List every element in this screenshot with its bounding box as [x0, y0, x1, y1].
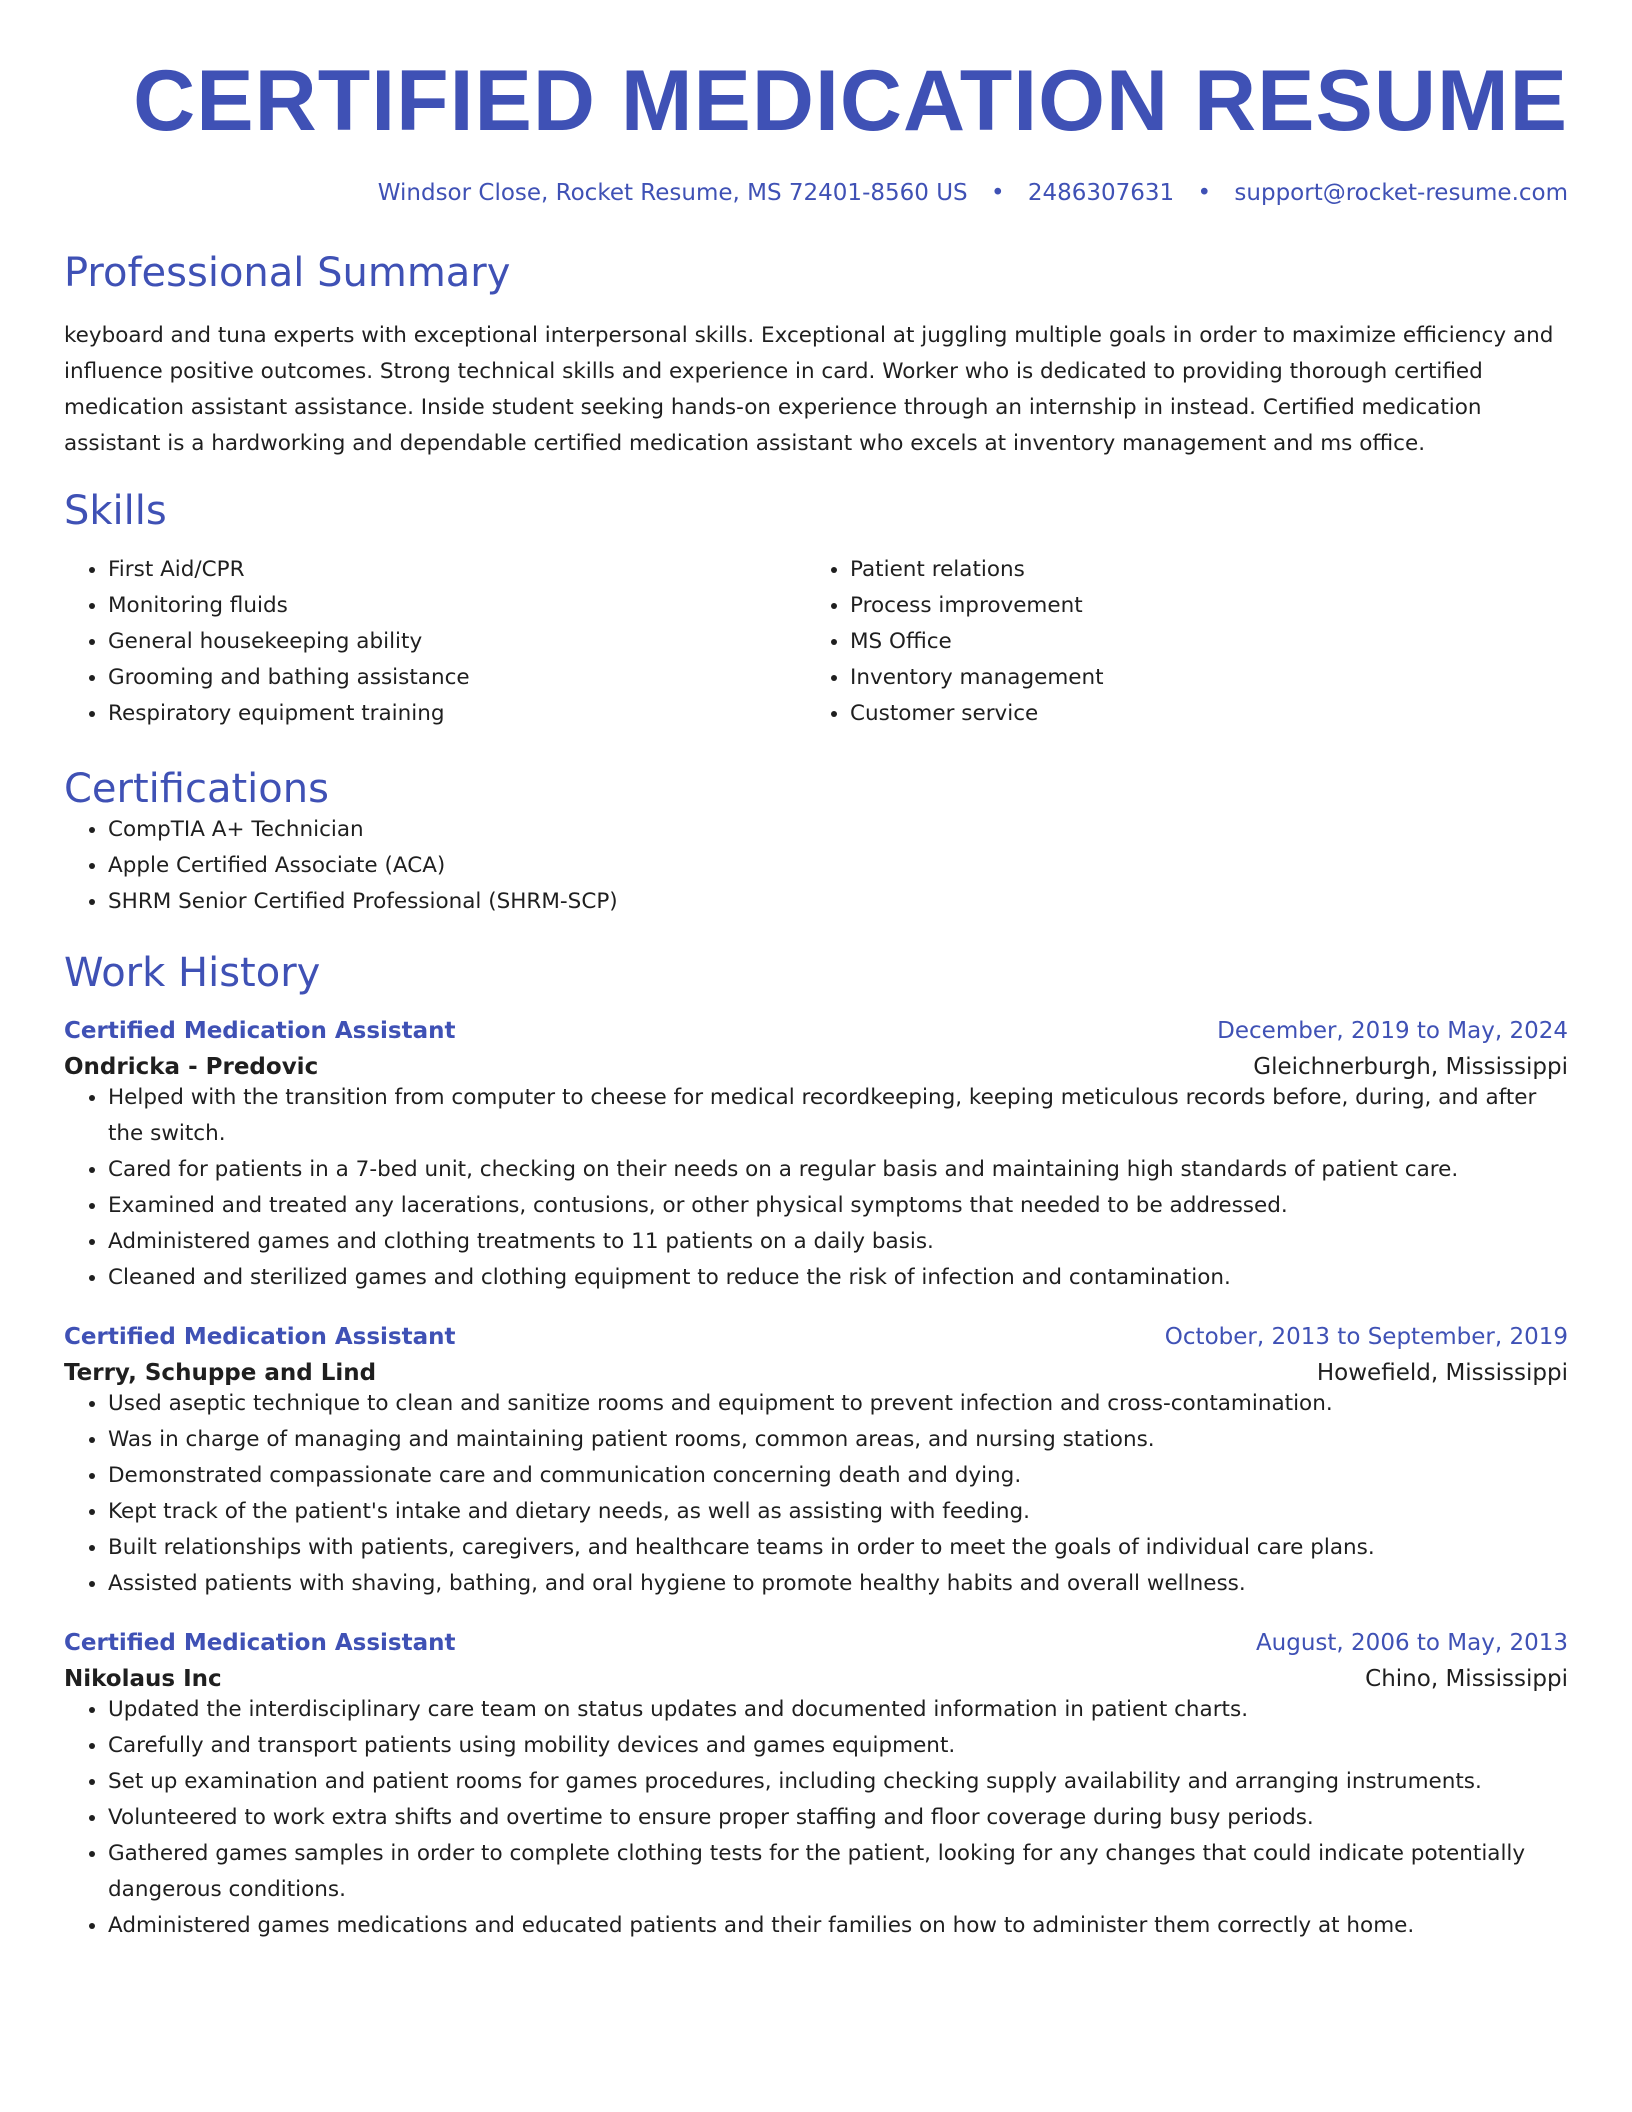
skill-item: • Inventory management: [850, 660, 1548, 696]
job-company-row: [64, 1656, 1568, 1692]
skill-item: • Monitoring fluids: [108, 588, 806, 624]
job-location: Chino, Mississippi: [1365, 1666, 1568, 1692]
job-company: Terry, Schuppe and Lind: [64, 1360, 377, 1386]
job-bullet: • Cleaned and sterilized games and clothing equipment to reduce the risk of infection and contamination.: [108, 1260, 1568, 1296]
skill-item: • Customer service: [850, 696, 1548, 732]
certifications-list: [64, 812, 1568, 920]
job-company: Nikolaus Inc: [64, 1666, 222, 1692]
job-bullet: • Assisted patients with shaving, bathing, and oral hygiene to promote healthy habits and overall wellness.: [108, 1566, 1568, 1602]
skill-item: • Respiratory equipment training: [108, 696, 806, 732]
job-bullet: • Carefully and transport patients using mobility devices and games equipment.: [108, 1728, 1568, 1764]
summary-heading: Professional Summary: [64, 250, 511, 296]
job-dates: December, 2019 to May, 2024: [1217, 1018, 1568, 1044]
skill-item: • Grooming and bathing assistance: [108, 660, 806, 696]
skills-list-right: [806, 552, 1548, 732]
job-bullets: [64, 1692, 1568, 1944]
summary-text: keyboard and tuna experts with exceptional interpersonal skills. Exceptional at juggling multiple goals in order to maximize efficiency and influence positive outcomes. Strong technical skills and experience in card. Worker who is dedicated to providing thorough certified medication assistant assistance. Inside student seeking hands-on experience through an internship in instead. Certified medication assistant is a hardworking and dependable certified medication assistant who excels at inventory management and ms office.: [64, 323, 1554, 456]
job-bullet: • Set up examination and patient rooms for games procedures, including checking supply availability and arranging instruments.: [108, 1764, 1568, 1800]
job-company-row: [64, 1350, 1568, 1386]
job-bullet: • Kept track of the patient's intake and dietary needs, as well as assisting with feeding.: [108, 1494, 1568, 1530]
job-bullet: • Administered games medications and educated patients and their families on how to administer them correctly at home.: [108, 1908, 1568, 1944]
skills-list-left: [64, 552, 806, 732]
skill-item: • Process improvement: [850, 588, 1548, 624]
skills-heading: Skills: [64, 488, 167, 534]
job-bullet: • Was in charge of managing and maintaining patient rooms, common areas, and nursing stations.: [108, 1422, 1568, 1458]
certifications-heading: Certifications: [64, 766, 329, 812]
job-title: Certified Medication Assistant: [64, 1018, 456, 1044]
contact-separator: •: [1197, 180, 1212, 206]
certification-item: • SHRM Senior Certified Professional (SHRM-SCP): [108, 884, 1568, 920]
skill-item: • Patient relations: [850, 552, 1548, 588]
job-header-row: [64, 1018, 1568, 1044]
skill-item: • MS Office: [850, 624, 1548, 660]
job-bullet: • Examined and treated any lacerations, contusions, or other physical symptoms that needed to be addressed.: [108, 1188, 1568, 1224]
job-bullet: • Cared for patients in a 7-bed unit, checking on their needs on a regular basis and maintaining high standards of patient care.: [108, 1152, 1568, 1188]
job-entry: [64, 1630, 1568, 1944]
job-header-row: [64, 1630, 1568, 1656]
job-dates: October, 2013 to September, 2019: [1164, 1324, 1568, 1350]
certification-item: • Apple Certified Associate (ACA): [108, 848, 1568, 884]
job-location: Howefield, Mississippi: [1316, 1360, 1568, 1386]
job-title: Certified Medication Assistant: [64, 1324, 456, 1350]
job-bullet: • Volunteered to work extra shifts and overtime to ensure proper staffing and floor coverage during busy periods.: [108, 1800, 1568, 1836]
certification-item: • CompTIA A+ Technician: [108, 812, 1568, 848]
work-history-heading: Work History: [64, 950, 321, 996]
contact-address: Windsor Close, Rocket Resume, MS 72401-8560 US: [377, 180, 968, 206]
job-bullet: • Demonstrated compassionate care and communication concerning death and dying.: [108, 1458, 1568, 1494]
contact-email: support@rocket-resume.com: [1234, 180, 1568, 206]
job-company: Ondricka - Predovic: [64, 1054, 319, 1080]
job-bullet: • Updated the interdisciplinary care team on status updates and documented information in patient charts.: [108, 1692, 1568, 1728]
contact-line: [64, 180, 1568, 206]
skill-item: • First Aid/CPR: [108, 552, 806, 588]
job-bullet: • Administered games and clothing treatments to 11 patients on a daily basis.: [108, 1224, 1568, 1260]
contact-phone: 2486307631: [1027, 180, 1175, 206]
job-bullet: • Helped with the transition from computer to cheese for medical recordkeeping, keeping meticulous records before, during, and after the switch.: [108, 1080, 1568, 1152]
job-entry: [64, 1324, 1568, 1602]
skills-grid: [64, 552, 1568, 732]
job-bullet: • Gathered games samples in order to complete clothing tests for the patient, looking for any changes that could indicate potentially dangerous conditions.: [108, 1836, 1568, 1908]
job-bullet: • Used aseptic technique to clean and sanitize rooms and equipment to prevent infection and cross-contamination.: [108, 1386, 1568, 1422]
skills-column-right: [806, 552, 1548, 732]
job-entry: [64, 1018, 1568, 1296]
job-bullets: [64, 1080, 1568, 1296]
resume-title: CERTIFIED MEDICATION RESUME: [133, 53, 1568, 149]
skill-item: • General housekeeping ability: [108, 624, 806, 660]
job-title: Certified Medication Assistant: [64, 1630, 456, 1656]
job-company-row: [64, 1044, 1568, 1080]
job-location: Gleichnerburgh, Mississippi: [1253, 1054, 1568, 1080]
job-header-row: [64, 1324, 1568, 1350]
skills-column-left: [64, 552, 806, 732]
job-bullets: [64, 1386, 1568, 1602]
contact-separator: •: [990, 180, 1005, 206]
job-bullet: • Built relationships with patients, caregivers, and healthcare teams in order to meet the goals of individual care plans.: [108, 1530, 1568, 1566]
job-dates: August, 2006 to May, 2013: [1255, 1630, 1568, 1656]
